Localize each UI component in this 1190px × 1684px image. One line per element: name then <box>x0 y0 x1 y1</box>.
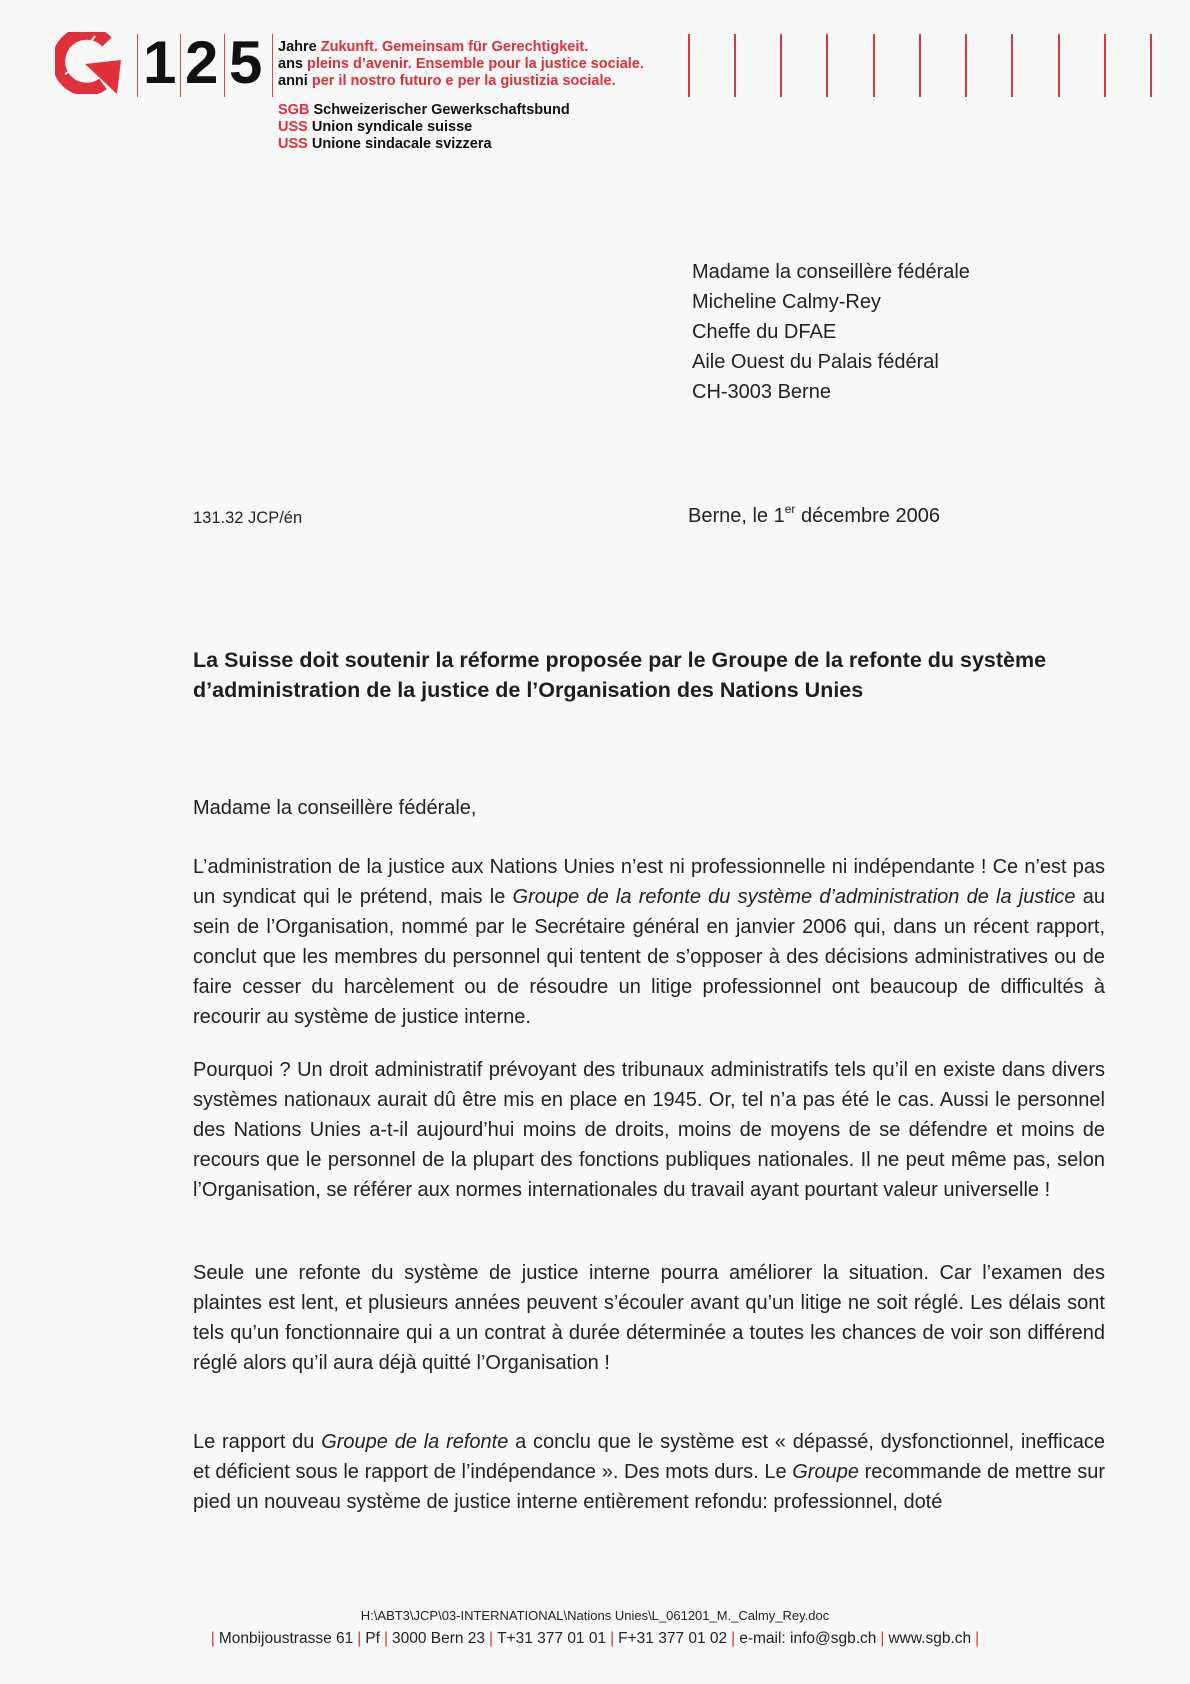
separator: | <box>975 1630 980 1647</box>
organization-names <box>278 102 570 153</box>
footer-po-box: Pf <box>365 1630 380 1647</box>
red-line <box>688 34 690 97</box>
anniversary-digit: 2 <box>185 29 218 96</box>
red-line <box>780 34 782 97</box>
text-run: a conclu que le système est « dépassé, dysfonctionnel, inefficace et déficient sous le rapport de l’indépendance ». Des mots durs. Le <box>193 1431 1105 1483</box>
footer-phone: T+31 377 01 01 <box>497 1630 607 1647</box>
salutation: Madame la conseillère fédérale, <box>193 797 477 819</box>
date-suffix: décembre 2006 <box>795 505 940 527</box>
logo-separator <box>272 34 273 97</box>
sgb-logo-icon <box>55 32 125 94</box>
separator: | <box>610 1630 615 1647</box>
letter-subject: La Suisse doit soutenir la réforme proposée par le Groupe de la refonte du système d’administration de la justice de l’Organisation des Nations Unies <box>193 648 1047 702</box>
letter-date <box>688 502 940 528</box>
addressee-line: Cheffe du DFAE <box>692 321 837 343</box>
addressee-line: CH-3003 Berne <box>692 381 831 403</box>
text-run: L’administration de la justice aux Nations Unies n’est ni professionnelle ni indépendante ! Ce n’est pas un syndicat qui le prétend, mais le <box>193 856 1105 908</box>
date-prefix: Berne, le 1 <box>688 505 785 527</box>
red-line <box>1104 34 1106 97</box>
separator: | <box>210 1630 215 1647</box>
addressee-line: Micheline Calmy-Rey <box>692 291 881 313</box>
red-line <box>1058 34 1060 97</box>
footer-email-link[interactable]: e-mail: info@sgb.ch <box>739 1630 877 1647</box>
logo-separator <box>224 34 225 97</box>
anniversary-digit: 5 <box>229 29 262 96</box>
footer-file-path: H:\ABT3\JCP\03-INTERNATIONAL\Nations Unies\L_061201_M._Calmy_Rey.doc <box>360 1608 830 1623</box>
separator: | <box>731 1630 736 1647</box>
addressee-line: Madame la conseillère fédérale <box>692 261 970 283</box>
anniversary-tagline <box>278 39 644 90</box>
footer-city: 3000 Bern 23 <box>391 1630 486 1647</box>
paragraph-3: Seule une refonte du système de justice interne pourra améliorer la situation. Car l’examen des plaintes est lent, et plusieurs années peuvent s’écouler avant qu’un litige ne soit réglé. Les délais sont tels qu’un fonctionnaire qui a un contrat à durée déterminée a toutes les chances de voir son différend réglé alors qu’il aura déjà quitté l’Organisation ! <box>193 1262 1105 1374</box>
org-name: Schweizerischer Gewerkschaftsbund <box>313 102 570 118</box>
org-abbr: USS <box>278 136 308 152</box>
red-line <box>919 34 921 97</box>
red-line <box>826 34 828 97</box>
red-line <box>1011 34 1013 97</box>
logo-separator <box>180 34 181 97</box>
italic-run: Groupe de la refonte <box>321 1431 509 1453</box>
text-run: au sein de l’Organisation, nommé par le Secrétaire général en janvier 2006 qui, dans un récent rapport, conclut que les membres du personnel qui tentent de s’opposer à des décisions administratives ou de faire cesser du harcèlement ou de résoudre un litige professionnel ont beaucoup de difficultés à recourir au système de justice interne. <box>193 886 1105 1028</box>
footer-fax: F+31 377 01 02 <box>618 1630 728 1647</box>
anniversary-digit: 1 <box>143 29 176 96</box>
tagline-lead: Jahre <box>278 39 317 55</box>
org-abbr: USS <box>278 119 308 135</box>
footer-website-link[interactable]: www.sgb.ch <box>888 1630 972 1647</box>
red-line <box>1150 34 1152 97</box>
addressee-line: Aile Ouest du Palais fédéral <box>692 351 939 373</box>
paragraph-1 <box>193 852 1105 1032</box>
footer-contact <box>0 1630 1190 1648</box>
text-run: recommande de mettre sur pied un nouveau système de justice interne entièrement refondu: professionnel, doté <box>193 1461 1105 1513</box>
addressee-block <box>692 257 970 407</box>
logo-separator <box>137 34 138 97</box>
paragraph-2: Pourquoi ? Un droit administratif prévoyant des tribunaux administratifs tels qu’il en existe dans divers systèmes nationaux aurait dû être mis en place en 1945. Or, tel n’a pas été le cas. Aussi le personnel des Nations Unies a-t-il aujourd’hui moins de droits, moins de moyens de se défendre et moins de recours que le personnel de la plupart des fonctions publiques nationales. Il ne peut même pas, selon l’Organisation, se référer aux normes internationales du travail ayant pourtant valeur universelle ! <box>193 1059 1105 1201</box>
paragraph-4 <box>193 1427 1105 1517</box>
tagline-lead: ans <box>278 56 303 72</box>
tagline-text: per il nostro futuro e per la giustizia sociale. <box>311 73 616 89</box>
tagline-text: pleins d’avenir. Ensemble pour la justice sociale. <box>307 56 644 72</box>
text-run: Le rapport du <box>193 1431 322 1453</box>
separator: | <box>880 1630 885 1647</box>
reference-number: 131.32 JCP/én <box>193 509 303 527</box>
red-line <box>873 34 875 97</box>
red-line <box>734 34 736 97</box>
red-line <box>965 34 967 97</box>
tagline-lead: anni <box>278 73 308 89</box>
separator: | <box>489 1630 494 1647</box>
italic-run: Groupe <box>792 1461 859 1483</box>
date-ordinal: er <box>784 502 796 516</box>
separator: | <box>383 1630 388 1647</box>
tagline-text: Zukunft. Gemeinsam für Gerechtigkeit. <box>320 39 589 55</box>
org-name: Unione sindacale svizzera <box>311 136 492 152</box>
separator: | <box>357 1630 362 1647</box>
org-abbr: SGB <box>278 102 310 118</box>
footer-address: Monbijoustrasse 61 <box>218 1630 354 1647</box>
org-name: Union syndicale suisse <box>311 119 473 135</box>
italic-run: Groupe de la refonte du système d’administration de la justice <box>512 886 1076 908</box>
